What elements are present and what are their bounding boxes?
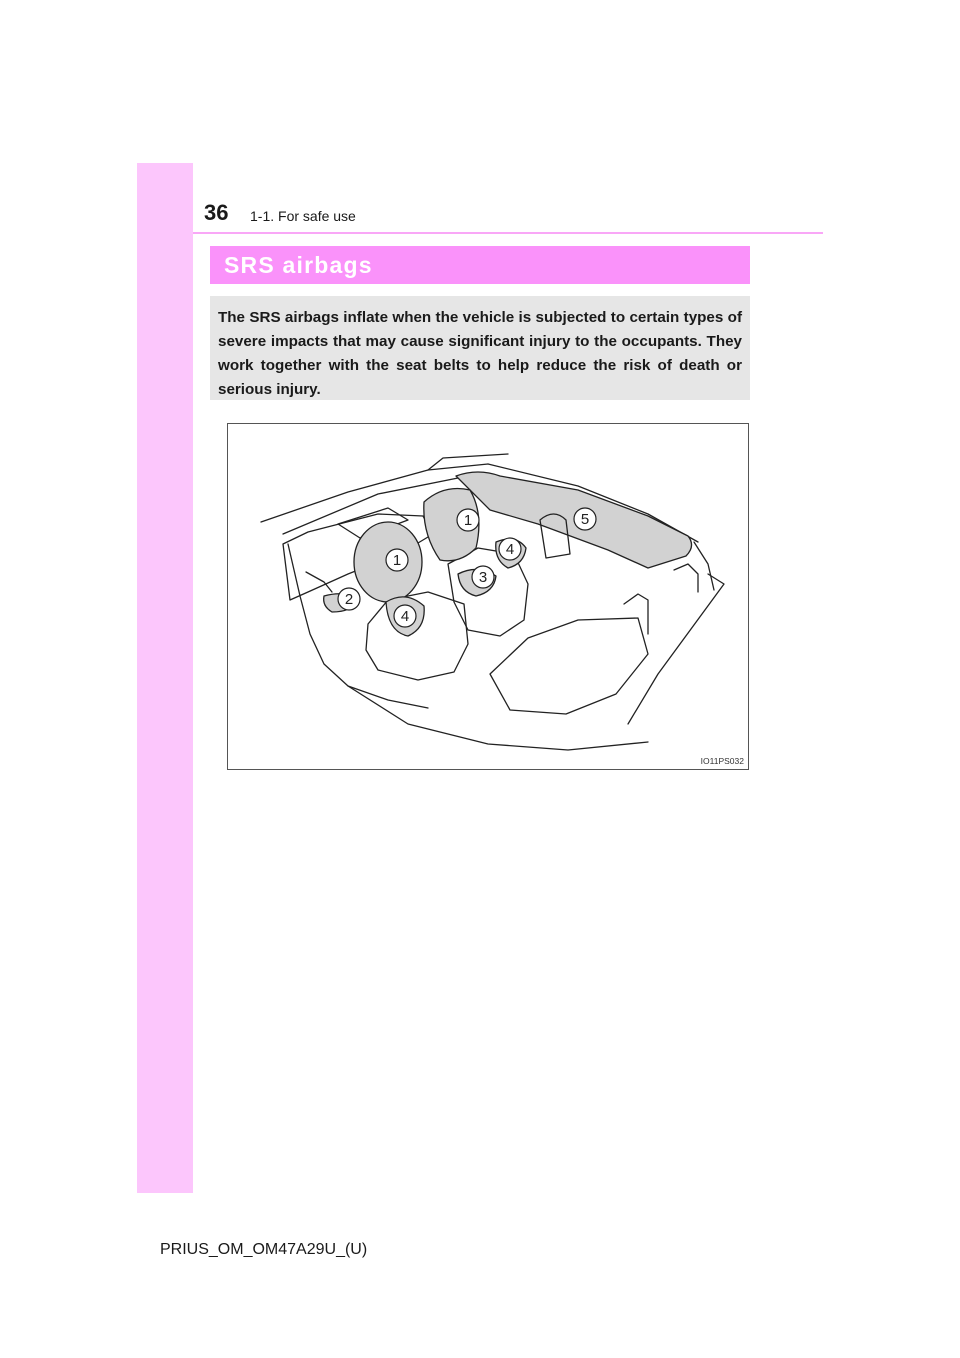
intro-box [210, 296, 750, 400]
callout-1-driver [386, 549, 408, 571]
svg-text:5: 5 [580, 511, 590, 528]
svg-text:1: 1 [392, 552, 402, 569]
section-title: SRS airbags [224, 252, 373, 278]
svg-text:1: 1 [463, 512, 473, 529]
document-footer: PRIUS_OM_OM47A29U_(U) [160, 1241, 368, 1258]
airbag-illustration [227, 423, 749, 770]
section-title-bar [210, 246, 750, 284]
svg-text:4: 4 [505, 541, 515, 558]
callout-4-passenger [499, 538, 521, 560]
callout-4-driver [394, 605, 416, 627]
side-tab-strip [137, 163, 193, 1193]
callout-1-passenger [457, 509, 479, 531]
callout-3 [472, 566, 494, 588]
intro-text: The SRS airbags inflate when the vehicle is subjected to certain types of severe impacts that may cause significant injury to the occupants. They work together with the seat belts to help reduce the risk of death or serious injury. [218, 309, 742, 398]
rear-headrest [624, 594, 648, 634]
section-breadcrumb: 1-1. For safe use [250, 208, 356, 224]
callout-5 [574, 508, 596, 530]
header-divider [193, 232, 823, 234]
roof-front-line [428, 454, 508, 470]
svg-text:2: 2 [344, 591, 354, 608]
door-trim-line [306, 572, 332, 592]
rear-headrest-right [674, 564, 698, 592]
figure-code: IO11PS032 [700, 756, 744, 766]
vehicle-interior-drawing [228, 424, 750, 771]
rear-pillar-line [694, 542, 714, 590]
svg-text:3: 3 [478, 569, 488, 586]
floor-line [348, 686, 648, 750]
svg-text:4: 4 [400, 608, 410, 625]
page-number: 36 [204, 200, 229, 225]
callout-2 [338, 588, 360, 610]
rear-seat [490, 618, 648, 714]
